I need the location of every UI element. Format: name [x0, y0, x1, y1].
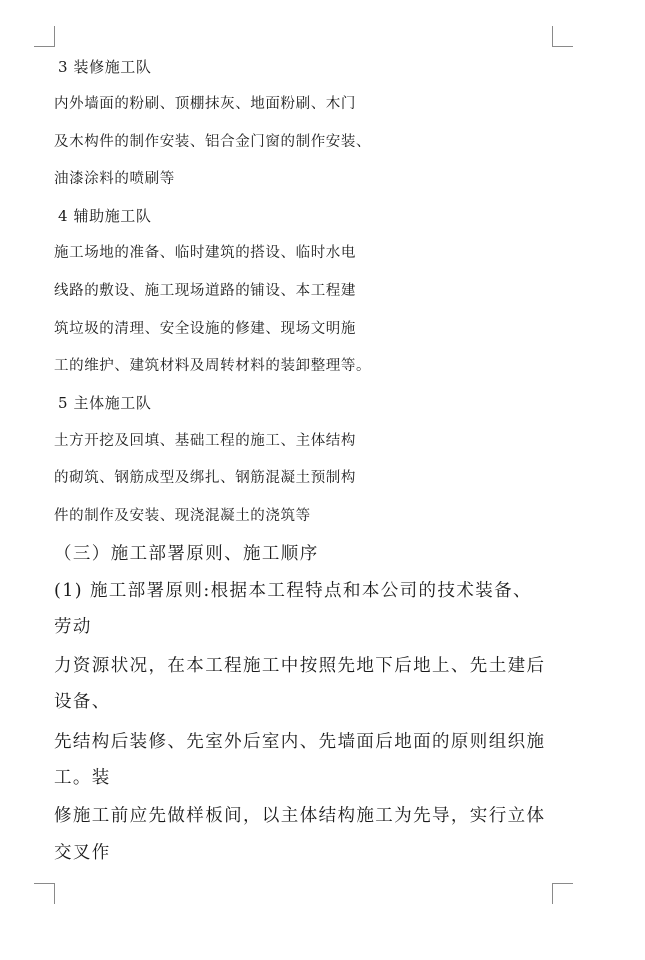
body-line: 土方开挖及回填、基础工程的施工、主体结构 — [54, 433, 356, 449]
section-heading-decoration-team: 3 装修施工队 — [58, 58, 152, 76]
body-line: 设备、 — [54, 692, 111, 712]
body-line: 先结构后装修、先室外后室内、先墙面后地面的原则组织施 — [54, 732, 546, 752]
body-line: 及木构件的制作安装、铝合金门窗的制作安装、 — [54, 134, 372, 150]
body-line: 的砌筑、钢筋成型及绑扎、钢筋混凝土预制构 — [54, 470, 356, 486]
body-line: 力资源状况，在本工程施工中按照先地下后地上、先土建后 — [54, 656, 546, 676]
body-line: 施工场地的准备、临时建筑的搭设、临时水电 — [54, 245, 356, 261]
crop-mark-bottom-left — [34, 883, 55, 904]
crop-mark-top-right — [552, 26, 573, 47]
body-line: 内外墙面的粉刷、顶棚抹灰、地面粉刷、木门 — [54, 96, 356, 112]
body-line: 劳动 — [54, 617, 92, 637]
body-line: 工。装 — [54, 768, 111, 788]
body-line: 交叉作 — [54, 843, 111, 863]
section-heading-main-team: 5 主体施工队 — [58, 394, 152, 412]
body-line: 修施工前应先做样板间，以主体结构施工为先导，实行立体 — [54, 806, 546, 826]
body-line: 筑垃圾的清理、安全设施的修建、现场文明施 — [54, 321, 356, 337]
crop-mark-bottom-right — [552, 883, 573, 904]
body-line: 油漆涂料的喷刷等 — [54, 171, 175, 187]
body-line: (1) 施工部署原则:根据本工程特点和本公司的技术装备、 — [54, 581, 532, 601]
section-heading-deployment: （三）施工部署原则、施工顺序 — [54, 544, 319, 564]
body-line: 件的制作及安装、现浇混凝土的浇筑等 — [54, 508, 311, 524]
section-heading-auxiliary-team: 4 辅助施工队 — [58, 207, 152, 225]
crop-mark-top-left — [34, 26, 55, 47]
body-line: 线路的敷设、施工现场道路的铺设、本工程建 — [54, 283, 356, 299]
body-line: 工的维护、建筑材料及周转材料的装卸整理等。 — [54, 358, 372, 374]
